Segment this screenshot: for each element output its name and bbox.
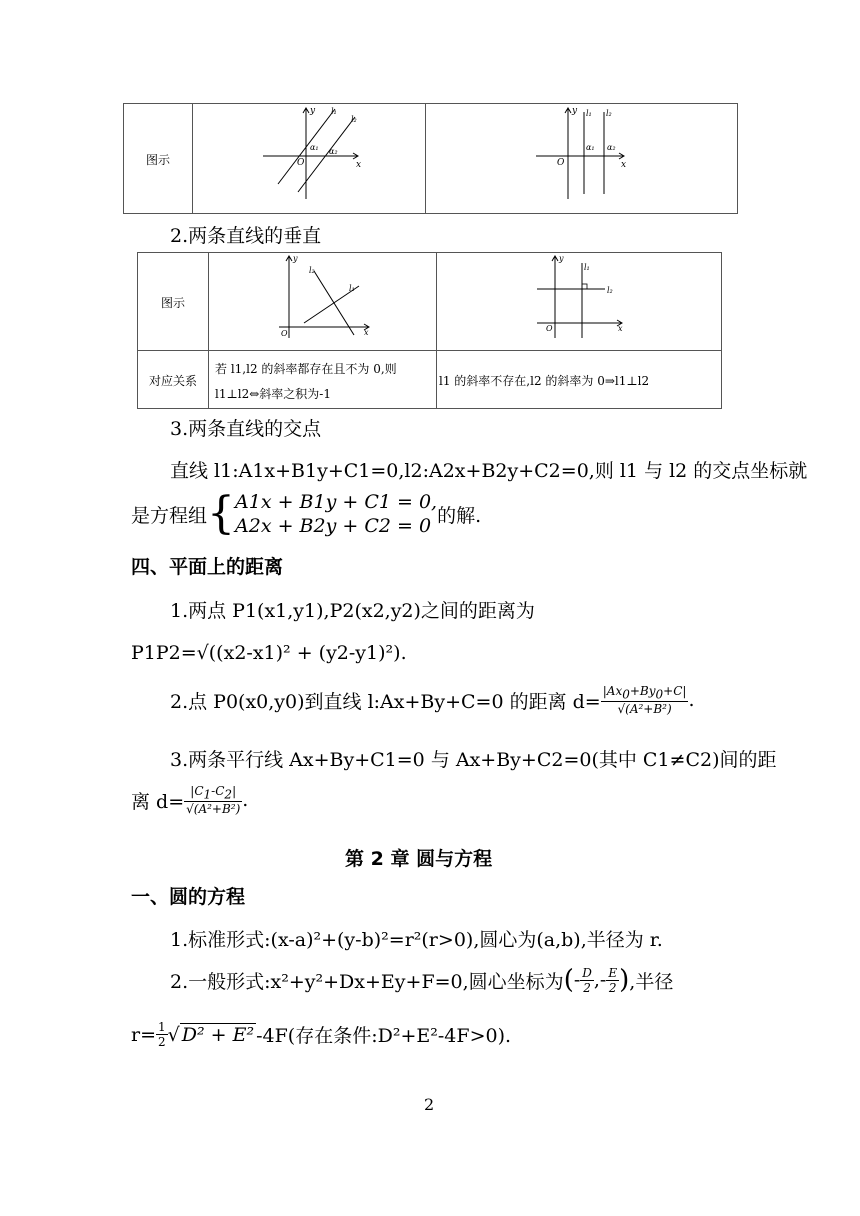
svg-text:l₂: l₂ (607, 286, 613, 295)
svg-text:y: y (559, 254, 564, 263)
svg-text:l₁: l₁ (331, 107, 337, 116)
perpendicular-axis-figure (437, 253, 721, 346)
relation-left-cell (209, 351, 437, 409)
svg-text:l₂: l₂ (351, 115, 357, 124)
table1-label-cell (124, 104, 193, 214)
table2-row1-label-cell (138, 253, 209, 351)
distance-1-text: 1.两点 P1(x1,y1),P2(x2,y2)之间的距离为 (170, 600, 535, 622)
distance-3-line-2: 离 d= $\frac{|C_1-C_2|}{\text{√(A²+B²)}}$ . (131, 784, 249, 817)
center-x-fraction: $\frac{D}{2}$ (582, 965, 592, 995)
svg-text:O: O (281, 329, 288, 338)
circle-radius-line: r= $\frac{1}{2}$ √ D² + E² -4F(存在条件:D²+E²-4F>0). (131, 1020, 512, 1049)
svg-text:l₂: l₂ (309, 266, 315, 275)
relation-left-line1: 若 l1,l2 的斜率都存在且不为 0,则 (215, 361, 397, 376)
parallel-slanted-figure-cell (193, 104, 426, 214)
circle-radius-suffix: -4F(存在条件:D²+E²-4F>0). (256, 1025, 512, 1047)
svg-text:α₁: α₁ (586, 143, 595, 152)
chapter-title: 第 2 章 圆与方程 (345, 848, 493, 870)
parallel-vertical-figure (426, 104, 737, 209)
svg-text:y: y (572, 106, 578, 116)
parallel-distance-fraction: $\frac{|C_1-C_2|}{\text{√(A²+B²)}}$ (186, 784, 241, 817)
circle-general-form-line: 2.一般形式:x²+y²+Dx+Ey+F=0,圆心坐标为 ( - $\frac{D}{2}$ ,- $\frac{E}{2}$ ) ,半径 (170, 965, 674, 995)
half-fraction: $\frac{1}{2}$ (158, 1020, 166, 1049)
heading-distance: 四、平面上的距离 (131, 556, 284, 578)
perpendicular-axis-figure-cell (437, 253, 722, 351)
svg-text:O: O (297, 158, 305, 168)
point-line-distance-fraction: $\frac{|Ax_0+By_0+C|}{\text{√(A²+B²)}}$ (602, 684, 687, 717)
svg-text:l₁: l₁ (349, 284, 355, 293)
intersection-system (131, 489, 481, 539)
svg-text:l₁: l₁ (584, 263, 590, 272)
svg-text:l₁: l₁ (586, 109, 592, 118)
svg-text:x: x (356, 160, 362, 170)
circle-general-suffix: ,半径 (629, 970, 674, 993)
svg-text:x: x (621, 160, 627, 170)
svg-text:y: y (310, 106, 316, 116)
svg-text:y: y (293, 254, 298, 263)
parallel-vertical-figure-cell (426, 104, 738, 214)
svg-text:α₂: α₂ (329, 147, 338, 156)
relation-left-line2: l1⊥l2⇔斜率之积为-1 (215, 386, 331, 401)
relation-right-text: l1 的斜率不存在,l2 的斜率为 0⇒l1⊥l2 (439, 374, 650, 388)
left-brace-icon: { (207, 488, 236, 539)
distance-1-formula: P1P2=√((x2-x1)² + (y2-y1)²). (131, 642, 407, 664)
distance-2-line: 2.点 P0(x0,y0)到直线 l:Ax+By+C=0 的距离 d= $\frac{|Ax_0+By_0+C|}{\text{√(A²+B²)}}$ . (170, 684, 695, 717)
table2-row2-label: 对应关系 (148, 374, 197, 388)
intersection-text-1: 直线 l1:A1x+B1y+C1=0,l2:A2x+B2y+C2=0,则 l1 与 l2 的交点坐标就 (170, 460, 808, 482)
heading-circle: 一、圆的方程 (131, 886, 246, 908)
svg-text:l₂: l₂ (606, 109, 612, 118)
svg-text:O: O (557, 158, 565, 168)
perpendicular-table (137, 252, 722, 409)
parallel-figure-table (123, 103, 738, 214)
intersection-eq2: A2x + B2y + C2 = 0 (235, 515, 432, 537)
svg-text:α₂: α₂ (607, 143, 616, 152)
intersection-suffix: 的解. (437, 504, 482, 527)
section2-title: 2.两条直线的垂直 (170, 225, 322, 247)
intersection-prefix: 是方程组 (131, 504, 208, 527)
center-y-fraction: $\frac{E}{2}$ (608, 965, 618, 995)
perpendicular-slanted-figure-cell (209, 253, 437, 351)
table1-row-label: 图示 (145, 153, 170, 167)
svg-text:O: O (546, 324, 553, 333)
page-number: 2 (424, 1095, 435, 1114)
svg-text:α₁: α₁ (310, 143, 319, 152)
parallel-slanted-figure (193, 104, 425, 209)
svg-text:x: x (618, 324, 623, 333)
svg-text:x: x (364, 328, 369, 337)
distance-2-text: 2.点 P0(x0,y0)到直线 l:Ax+By+C=0 的距离 d= (170, 690, 601, 713)
perpendicular-slanted-figure (209, 253, 436, 346)
circle-standard-form: 1.标准形式:(x-a)²+(y-b)²=r²(r>0),圆心为(a,b),半径为 r. (170, 929, 663, 951)
table2-row2-label-cell (138, 351, 209, 409)
distance-3-text-1: 3.两条平行线 Ax+By+C1=0 与 Ax+By+C2=0(其中 C1≠C2)间的距 (170, 749, 777, 771)
table2-row1-label: 图示 (160, 296, 185, 310)
distance-3-text-2: 离 d= (131, 790, 185, 813)
relation-right-cell (437, 351, 722, 409)
intersection-eq1: A1x + B1y + C1 = 0, (235, 491, 438, 513)
circle-general-prefix: 2.一般形式:x²+y²+Dx+Ey+F=0,圆心坐标为 (170, 970, 564, 993)
section3-title: 3.两条直线的交点 (170, 418, 322, 440)
